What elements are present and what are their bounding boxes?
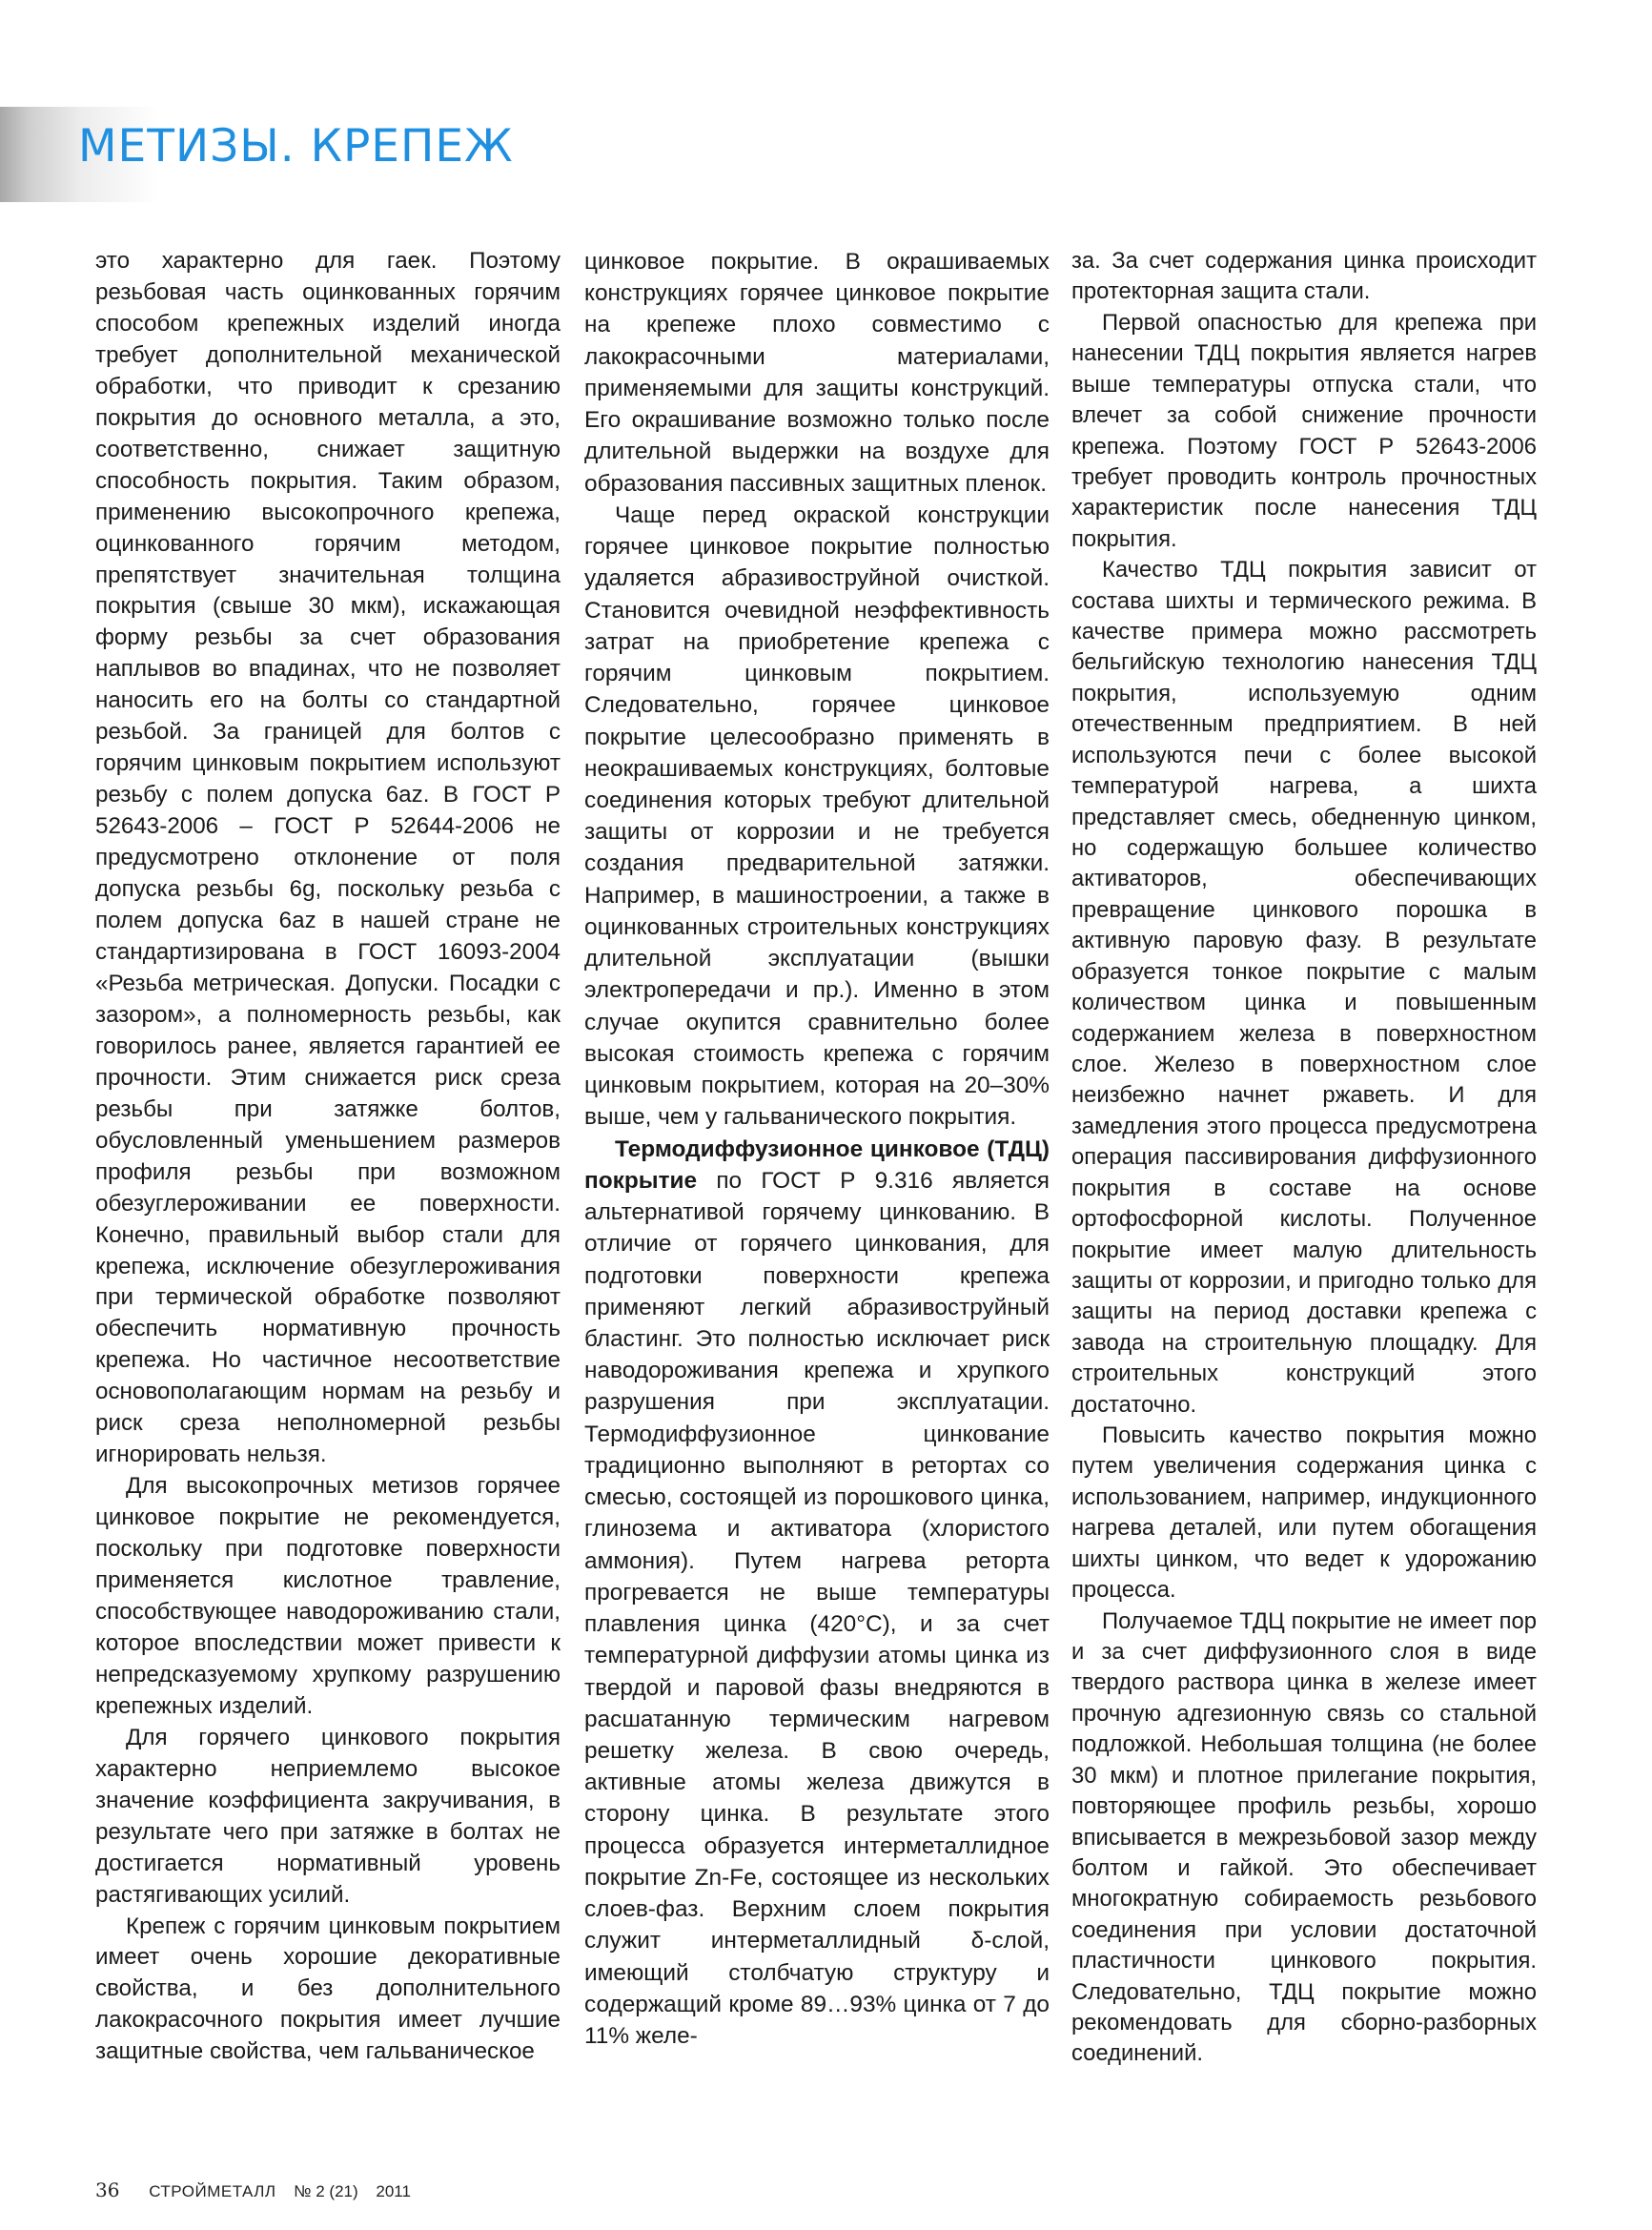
text-column-2 — [584, 246, 1050, 2081]
paragraph-body: по ГОСТ Р 9.316 является альтернативой горячему цинкованию. В отличие от горячего цинкования, для подготовки поверхности крепежа применяют легкий абразивоструйный бластинг. Это полностью исключает риск наводороживания крепежа и хрупкого разрушения при эксплуатации. Термодиффузионное цинкование традиционно выполняют в ретортах со смесью, состоящей из порошкового цинка, глинозема и активатора (хлористого аммония). Путем нагрева реторта прогревается не выше температуры плавления цинка (420°С), и за счет температурной диффузии атомы цинка из твердой и паровой фазы внедряются в расшатанную термическим нагревом решетку железа. В свою очередь, активные атомы железа движутся в сторону цинка. В результате этого процесса образуется интерметаллидное покрытие Zn-Fe, состоящее из нескольких слоев-фаз. Верхним слоем покрытия служит интерметаллидный δ-слой, имеющий столбчатую структуру и содержащий кроме 89…93% цинка от 7 до 11% желе- — [584, 1167, 1050, 2050]
text-column-1 — [95, 246, 561, 2081]
paragraph: цинковое покрытие. В окрашиваемых конструкциях горячее цинковое покрытие на крепеже плохо совместимо с лакокрасочными материалами, применяемыми для защиты конструкций. Его окрашивание возможно только после длительной выдержки на воздухе для образования пассивных защитных пленок. — [584, 249, 1050, 497]
paragraph: за. За счет содержания цинка происходит протекторная защита стали. — [1071, 248, 1537, 305]
text-column-3 — [1071, 246, 1537, 2081]
paragraph: Для высокопрочных метизов горячее цинковое покрытие не рекомендуется, поскольку при подготовке поверхности применяется кислотное травление, способствующее наводороживанию стали, которое впоследствии может привести к непредсказуемому хрупкому разрушению крепежных изделий. — [95, 1473, 561, 1719]
paragraph: Качество ТДЦ покрытия зависит от состава шихты и термического режима. В качестве примера можно рассмотреть бельгийскую технологию нанесения ТДЦ покрытия, используемую одним отечественным предприятием. В ней используются печи с более высокой температурой нагрева, а шихта представляет смесь, обедненную цинком, но содержащую большее количество активаторов, обеспечивающих превращение цинкового порошка в активную паровую фазу. В результате образуется тонкое покрытие с малым количеством цинка и повышенным содержанием железа в поверхностном слое. Железо в поверхностном слое неизбежно начнет ржаветь. И для замедления этого процесса предусмотрена операция пассивирования диффузионного покрытия в составе на основе ортофосфорной кислоты. Полученное покрытие имеет малую длительность защиты от коррозии, и пригодно только для защиты на период доставки крепежа с завода на строительную площадку. Для строительных конструкций этого достаточно. — [1071, 557, 1537, 1418]
magazine-name: СТРОЙМЕТАЛЛ — [149, 2182, 276, 2200]
issue-number: № 2 (21) — [294, 2182, 358, 2200]
term-heading: Термодиффузионное цинковое (ТДЦ) покрытие — [584, 1135, 1050, 1194]
page-footer — [95, 2179, 411, 2201]
paragraph: Получаемое ТДЦ покрытие не имеет пор и за счет диффузионного слоя в виде твердого раствора цинка в железе имеет прочную адгезионную связь со стальной подложкой. Небольшая толщина (не более 30 мкм) и плотное прилегание покрытия, повторяющее профиль резьбы, хорошо вписывается в межрезьбовой зазор между болтом и гайкой. Это обеспечивает многократную собираемость резьбового соединения при условии достаточной пластичности цинкового покрытия. Следовательно, ТДЦ покрытие можно рекомендовать для сборно-разборных соединений. — [1071, 1607, 1537, 2067]
paragraph: Первой опасностью для крепежа при нанесении ТДЦ покрытия является нагрев выше температуры отпуска стали, что влечет за собой снижение прочности крепежа. Поэтому ГОСТ Р 52643-2006 требует проводить контроль прочностных характеристик после нанесения ТДЦ покрытия. — [1071, 309, 1537, 552]
page-number: 36 — [95, 2179, 120, 2201]
paragraph — [584, 1134, 1050, 2053]
issue-year: 2011 — [376, 2182, 411, 2200]
paragraph: Для горячего цинкового покрытия характерно неприемлемо высокое значение коэффициента закручивания, в результате чего при затяжке в болтах не достигается нормативный уровень растягивающих усилий. — [95, 1724, 561, 1908]
paragraph: Крепеж с горячим цинковым покрытием имеет очень хорошие декоративные свойства, и без дополнительного лакокрасочного покрытия имеет лучшие защитные свойства, чем гальваническое — [95, 1913, 561, 2065]
paragraph: это характерно для гаек. Поэтому резьбовая часть оцинкованных горячим способом крепежных изделий иногда требует дополнительной механической обработки, что приводит к срезанию покрытия до основного металла, а это, соответственно, снижает защитную способность покрытия. Таким образом, применению высокопрочного крепежа, оцинкованного горячим методом, препятствует значительная толщина покрытия (свыше 30 мкм), искажающая форму резьбы за счет образования наплывов во впадинах, что не позволяет наносить его на болты со стандартной резьбой. За границей для болтов с горячим цинковым покрытием используют резьбу с полем допуска 6az. В ГОСТ Р 52643-2006 – ГОСТ Р 52644-2006 не предусмотрено отклонение от поля допуска резьбы 6g, поскольку резьба с полем допуска 6az в нашей стране не стандартизирована в ГОСТ 16093-2004 «Резьба метрическая. Допуски. Посадки с зазором», а полномерность резьбы, как говорилось ранее, является гарантией ее прочности. Этим снижается риск среза резьбы при затяжке болтов, обусловленный уменьшением размеров профиля резьбы при возможном обезуглероживании ее поверхности. Конечно, правильный выбор стали для крепежа, исключение обезуглероживания при термической обработке позволяют обеспечить нормативную прочность крепежа. Но частичное несоответствие основополагающим нормам на резьбу и риск среза неполномерной резьбы игнорировать нельзя. — [95, 248, 561, 1468]
paragraph: Повысить качество покрытия можно путем увеличения содержания цинка с использованием, например, индукционного нагрева деталей, или путем обогащения шихты цинком, что ведет к удорожанию процесса. — [1071, 1422, 1537, 1604]
section-title: МЕТИЗЫ. КРЕПЕЖ — [78, 120, 514, 173]
paragraph: Чаще перед окраской конструкции горячее цинковое покрытие полностью удаляется абразивоструйной очисткой. Становится очевидной неэффективность затрат на приобретение крепежа с горячим цинковым покрытием. Следовательно, горячее цинковое покрытие целесообразно применять в неокрашиваемых конструкциях, болтовые соединения которых требуют длительной защиты от коррозии и не требуется создания предварительной затяжки. Например, в машиностроении, а также в оцинкованных строительных конструкциях длительной эксплуатации (вышки электропередачи и пр.). Именно в этом случае окупится сравнительно более высокая стоимость крепежа с горячим цинковым покрытием, которая на 20–30% выше, чем у гальванического покрытия. — [584, 501, 1050, 1131]
